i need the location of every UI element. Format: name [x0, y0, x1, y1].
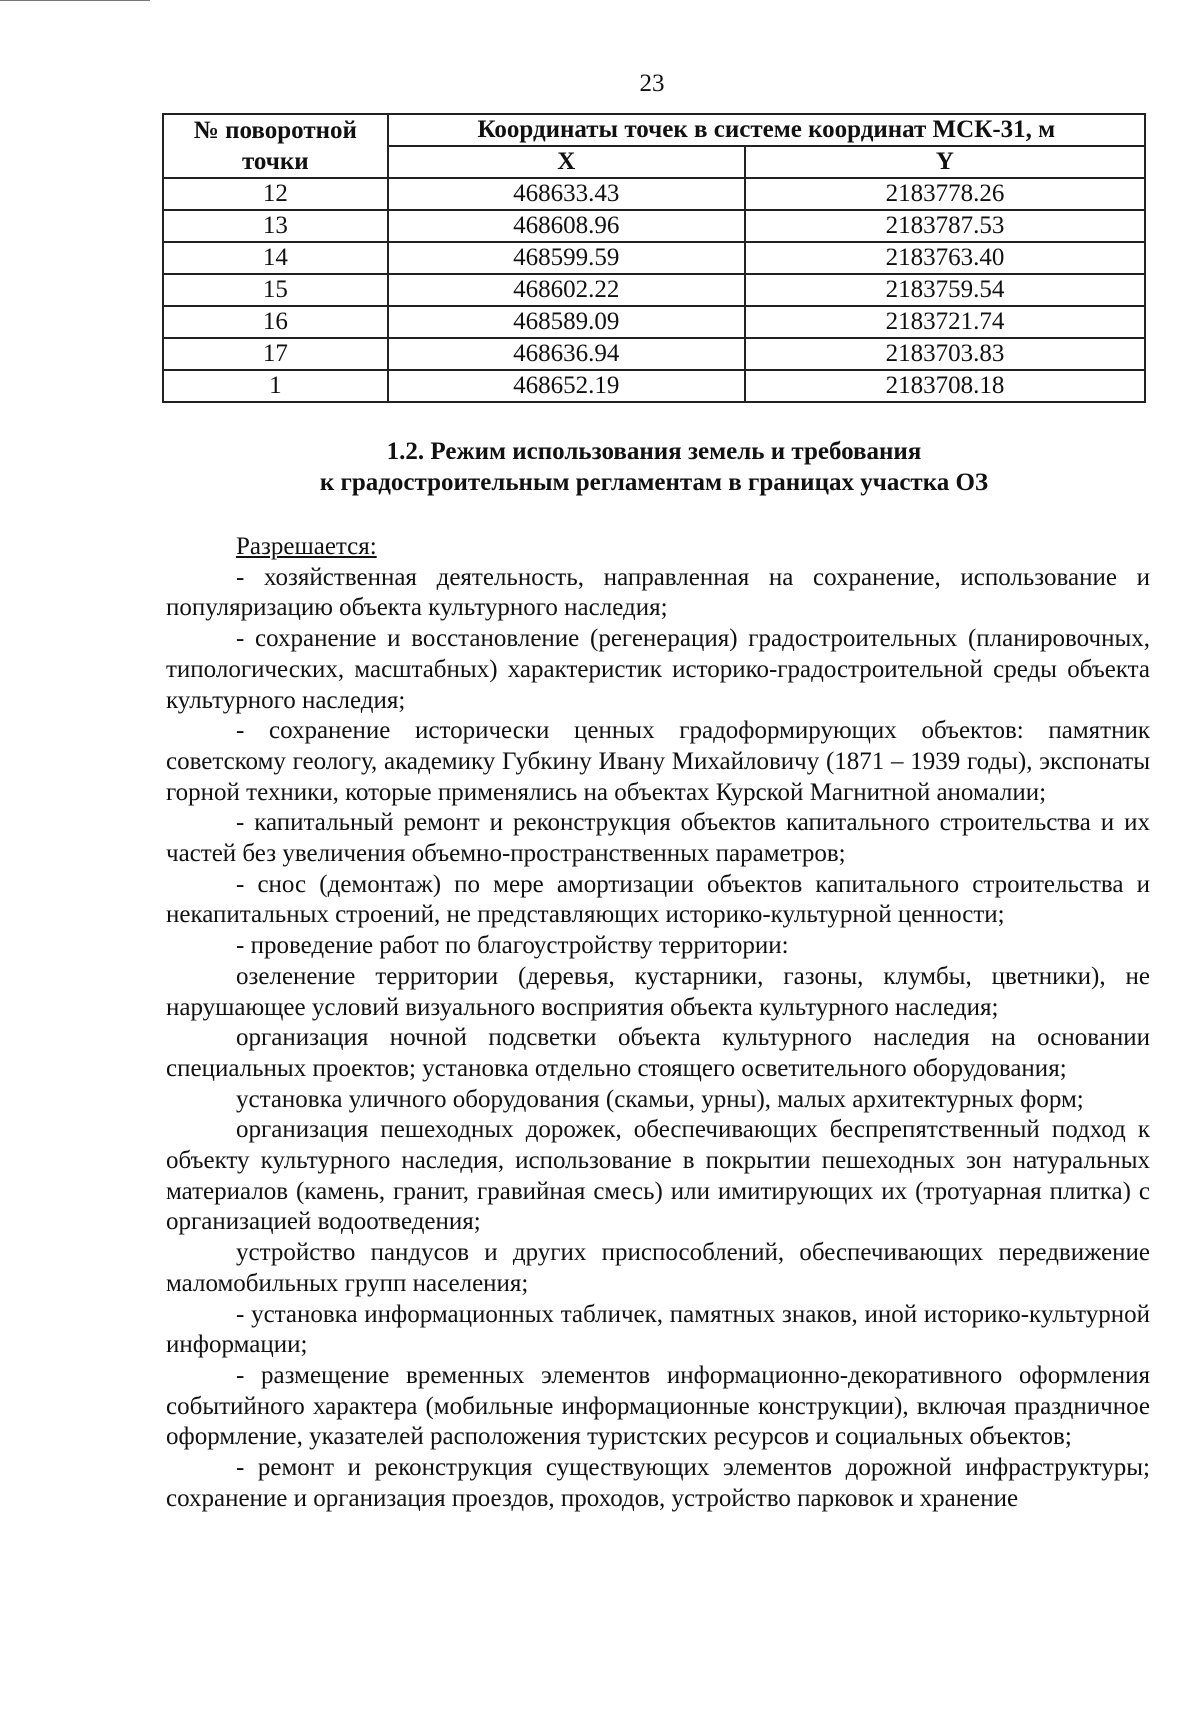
header-x: X [388, 146, 745, 178]
cell-point-no: 13 [163, 210, 388, 242]
cell-point-no: 15 [163, 274, 388, 306]
cell-point-no: 12 [163, 178, 388, 210]
cell-point-no: 17 [163, 338, 388, 370]
cell-y: 2183708.18 [745, 370, 1145, 402]
paragraph: организация ночной подсветки объекта культурного наследия на основании специальных проектов; установка отдельно стоящего осветительного оборудования; [166, 1024, 1150, 1082]
cell-y: 2183778.26 [745, 178, 1145, 210]
paragraph: - сохранение исторически ценных градоформирующих объектов: памятник советскому геологу, академику Губкину Ивану Михайловичу (1871 – 1939 годы), экспонаты горной техники, которые применялись на объектах Курской Магнитной аномалии; [166, 717, 1150, 806]
paragraph: - снос (демонтаж) по мере амортизации объектов капитального строительства и некапитальных строений, не представляющих историко-культурной ценности; [166, 870, 1150, 929]
coordinates-table [162, 113, 1146, 403]
cell-y: 2183703.83 [745, 338, 1145, 370]
body-text [166, 532, 1150, 1515]
cell-x: 468599.59 [388, 242, 745, 274]
paragraph: организация пешеходных дорожек, обеспечивающих беспрепятственный подход к объекту культурного наследия, использование в покрытии пешеходных зон натуральных материалов (камень, гранит, гравийная смесь) или имитирующих их (тротуарная плитка) с организацией водоотведения; [166, 1116, 1150, 1236]
paragraph: установка уличного оборудования (скамьи, урны), малых архитектурных форм; [236, 1085, 1084, 1113]
cell-x: 468636.94 [388, 338, 745, 370]
cell-y: 2183721.74 [745, 306, 1145, 338]
paragraph: - сохранение и восстановление (регенерация) градостроительных (планировочных, типологических, масштабных) характеристик историко-градостроительной среды объекта культурного наследия; [166, 625, 1150, 714]
allowed-heading: Разрешается: [236, 533, 377, 560]
table-row [163, 274, 1145, 306]
cell-y: 2183759.54 [745, 274, 1145, 306]
paragraph: озеленение территории (деревья, кустарники, газоны, клумбы, цветники), не нарушающее условий визуального восприятия объекта культурного наследия; [166, 962, 1150, 1021]
section-title [162, 436, 1146, 498]
cell-x: 468602.22 [388, 274, 745, 306]
paragraph: - ремонт и реконструкция существующих элементов дорожной инфраструктуры; сохранение и организация проездов, проходов, устройство парковок и хранение [166, 1454, 1150, 1512]
page-number: 23 [639, 70, 665, 97]
cell-x: 468589.09 [388, 306, 745, 338]
table-row [163, 178, 1145, 210]
cell-x: 468652.19 [388, 370, 745, 402]
paragraph: - капитальный ремонт и реконструкция объектов капитального строительства и их частей без увеличения объемно-пространственных параметров; [166, 809, 1150, 868]
cell-y: 2183763.40 [745, 242, 1145, 274]
paragraph: - проведение работ по благоустройству территории: [236, 932, 789, 960]
header-coords-caption: Координаты точек в системе координат МСК-31, м [388, 114, 1145, 146]
paragraph: устройство пандусов и других приспособлений, обеспечивающих передвижение маломобильных групп населения; [166, 1239, 1150, 1297]
cell-y: 2183787.53 [745, 210, 1145, 242]
table-row [163, 242, 1145, 274]
table-row [163, 306, 1145, 338]
header-y: Y [745, 146, 1145, 178]
cell-point-no: 1 [163, 370, 388, 402]
paragraph: - хозяйственная деятельность, направленная на сохранение, использование и популяризацию объекта культурного наследия; [166, 563, 1150, 622]
paragraph: - размещение временных элементов информационно-декоративного оформления событийного характера (мобильные информационные конструкции), включая праздничное оформление, указателей расположения туристских ресурсов и социальных объектов; [166, 1361, 1150, 1451]
cell-x: 468633.43 [388, 178, 745, 210]
cell-point-no: 16 [163, 306, 388, 338]
header-point-no: № поворотной точки [163, 114, 388, 178]
cell-x: 468608.96 [388, 210, 745, 242]
cell-point-no: 14 [163, 242, 388, 274]
top-edge-rule [0, 0, 150, 1]
section-title-line: 1.2. Режим использования земель и требования [386, 438, 922, 465]
table-row [163, 370, 1145, 402]
table-row [163, 338, 1145, 370]
paragraph: - установка информационных табличек, памятных знаков, иной историко-культурной информации; [166, 1300, 1150, 1359]
section-title-line: к градостроительным регламентам в границах участка ОЗ [319, 469, 989, 496]
table-row [163, 210, 1145, 242]
